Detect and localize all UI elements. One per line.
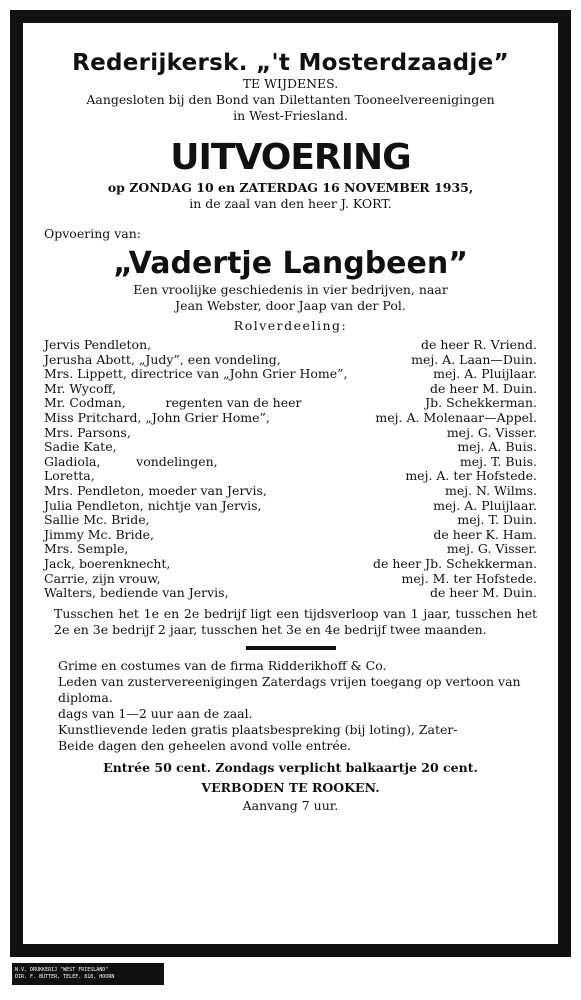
cast-row: Julia Pendleton, nichtje van Jervis, mej. A. Pluijlaar. <box>44 497 537 513</box>
cast-row: Mrs. Lippett, directrice van „John Grier Home”, mej. A. Pluijlaar. <box>44 366 537 382</box>
cast-row: Jack, boerenknecht, de heer Jb. Schekkerman. <box>44 555 537 571</box>
cast-row: Loretta, mej. A. ter Hofstede. <box>44 468 537 484</box>
play-title: „Vadertje Langbeen” <box>113 246 468 281</box>
cast-row: Miss Pritchard, „John Grier Home”, mej. A. Molenaar—Appel. <box>44 409 537 425</box>
cast-row: Sallie Mc. Bride, mej. T. Duin. <box>44 512 537 528</box>
play-description-1: Een vroolijke geschiedenis in vier bedrijven, naar <box>133 282 448 297</box>
start-time: Aanvang 7 uur. <box>242 797 339 813</box>
cast-row: Mr. Codman, regenten van de heer Jb. Schekkerman. <box>44 395 537 411</box>
cast-row: Mrs. Pendleton, moeder van Jervis, mej. N. Wilms. <box>44 482 537 498</box>
cast-row: Jimmy Mc. Bride, de heer K. Ham. <box>44 526 537 542</box>
society-name: Rederijkersk. „'t Mosterdzaadje” <box>72 50 509 76</box>
cast-row: Mrs. Parsons, mej. G. Visser. <box>44 424 537 440</box>
cast-row: Carrie, zijn vrouw, mej. M. ter Hofstede. <box>44 570 537 586</box>
intro: Opvoering van: <box>44 226 142 241</box>
cast-list <box>44 338 537 601</box>
event-date: op ZONDAG 10 en ZATERDAG 16 NOVEMBER 1935, <box>107 180 474 195</box>
cast-row: Walters, bediende van Jervis, de heer M. Duin. <box>44 585 537 601</box>
hours-note: dags van 1—2 uur aan de zaal. <box>58 705 253 721</box>
header <box>44 50 537 124</box>
art-members-note: Kunstlievende leden gratis plaatsbespreking (bij loting), Zater- <box>58 721 458 737</box>
no-smoking: VERBODEN TE ROOKEN. <box>201 779 380 795</box>
printer-imprint: N.V. DRUKKERIJ "WEST FRIESLAND" DIR. F. BUTTER, TELEF. 810, HOORN <box>12 963 164 985</box>
cast-heading: Rolverdeeling: <box>233 318 348 333</box>
divider <box>246 646 336 650</box>
entry-price: Entrée 50 cent. Zondags verplicht balkaartje 20 cent. <box>103 759 478 775</box>
interval-note: Tusschen het 1e en 2e bedrijf ligt een tijdsverloop van 1 jaar, tusschen het 2e en 3e bedrijf 2 jaar, tusschen het 3e en 4e bedrijf twee maanden. <box>54 605 537 637</box>
affiliation-line-1: Aangesloten bij den Bond van Dilettanten Tooneelvereenigingen <box>86 92 495 107</box>
both-days-note: Beide dagen den geheelen avond volle entrée. <box>58 737 352 753</box>
cast-row: Jervis Pendleton, de heer R. Vriend. <box>44 337 537 352</box>
members-note: Leden van zustervereenigingen Zaterdags vrijen toegang op vertoon van diploma. <box>58 673 521 705</box>
poster-content <box>44 50 537 814</box>
notes <box>44 658 537 754</box>
cast-row: Sadie Kate, mej. A. Buis. <box>44 439 537 455</box>
event-heading: UITVOERING <box>170 137 411 178</box>
cast-row: Jerusha Abott, „Judy”, een vondeling, mej. A. Laan—Duin. <box>44 351 537 367</box>
cast-row: Mr. Wycoff, de heer M. Duin. <box>44 380 537 396</box>
play-description-2: Jean Webster, door Jaap van der Pol. <box>175 298 406 313</box>
cast-row: Mrs. Semple, mej. G. Visser. <box>44 541 537 557</box>
event-venue: in de zaal van den heer J. KORT. <box>189 196 392 211</box>
cast-row: Gladiola, vondelingen, mej. T. Buis. <box>44 453 537 469</box>
place: TE WIJDENES. <box>242 76 339 91</box>
costumes-note: Grime en costumes van de firma Ridderikhoff & Co. <box>58 657 387 673</box>
affiliation-line-2: in West-Friesland. <box>233 108 348 123</box>
